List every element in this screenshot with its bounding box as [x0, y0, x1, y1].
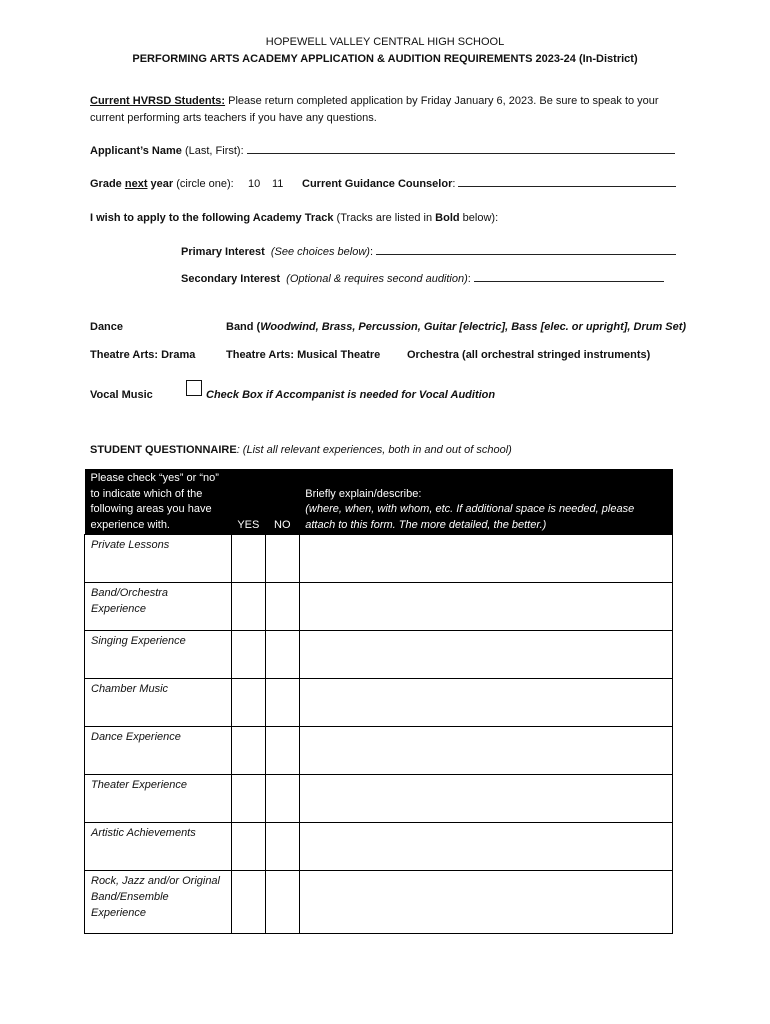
header-description: Briefly explain/describe: (where, when, with whom, etc. If additional space is needed, please attach to this form. The more detailed, the better.) — [299, 469, 672, 535]
grade-hint: (circle one): — [173, 178, 234, 190]
no-cell[interactable] — [265, 679, 299, 727]
description-cell[interactable] — [299, 823, 672, 871]
row-label: Rock, Jazz and/or Original Band/Ensemble Experience — [85, 871, 232, 934]
applicant-name-field[interactable] — [247, 152, 675, 154]
description-cell[interactable] — [299, 679, 672, 727]
description-cell[interactable] — [299, 631, 672, 679]
track-label: I wish to apply to the following Academy Track — [90, 212, 334, 224]
row-label: Theater Experience — [85, 775, 232, 823]
questionnaire-label: STUDENT QUESTIONNAIRE — [90, 444, 237, 456]
applicant-name-label: Applicant’s Name — [90, 145, 182, 157]
no-cell[interactable] — [265, 775, 299, 823]
counselor-field[interactable] — [458, 185, 676, 187]
no-cell[interactable] — [265, 583, 299, 631]
yes-cell[interactable] — [231, 583, 265, 631]
table-row — [85, 775, 673, 823]
primary-interest-row: Primary Interest (See choices below): — [181, 246, 676, 258]
primary-interest-label: Primary Interest — [181, 246, 265, 258]
row-label: Band/Orchestra Experience — [85, 583, 232, 631]
description-cell[interactable] — [299, 775, 672, 823]
no-cell[interactable] — [265, 535, 299, 583]
row-label: Singing Experience — [85, 631, 232, 679]
grade-option-10[interactable]: 10 — [248, 178, 261, 190]
no-cell[interactable] — [265, 631, 299, 679]
header-yes: YES — [231, 469, 265, 535]
intro-label: Current HVRSD Students: — [90, 95, 226, 107]
no-cell[interactable] — [265, 727, 299, 775]
table-row — [85, 679, 673, 727]
option-band: Band (Woodwind, Brass, Percussion, Guitar [electric], Bass [elec. or upright], Drum Set) — [226, 321, 687, 333]
option-dance: Dance — [90, 321, 124, 333]
intro-text-1: Please return completed application by Friday January 6, 2023. Be sure to speak to your — [225, 95, 659, 107]
table-row — [85, 583, 673, 631]
secondary-interest-label: Secondary Interest — [181, 273, 281, 285]
header-no: NO — [265, 469, 299, 535]
track-row: I wish to apply to the following Academy Track (Tracks are listed in Bold below): — [90, 212, 499, 224]
accompanist-label: Check Box if Accompanist is needed for Vocal Audition — [206, 389, 496, 401]
primary-interest-hint: (See choices below) — [270, 246, 370, 258]
description-cell[interactable] — [299, 535, 672, 583]
school-name: HOPEWELL VALLEY CENTRAL HIGH SCHOOL — [265, 36, 505, 48]
applicant-name-row — [90, 145, 675, 157]
yes-cell[interactable] — [231, 535, 265, 583]
yes-cell[interactable] — [231, 775, 265, 823]
description-cell[interactable] — [299, 727, 672, 775]
secondary-interest-hint: (Optional & requires second audition) — [286, 273, 468, 285]
applicant-name-hint: (Last, First): — [181, 145, 247, 157]
questionnaire-hint: : (List all relevant experiences, both in and out of school) — [236, 444, 512, 456]
intro-line-1 — [90, 95, 659, 107]
questionnaire-header-row — [85, 469, 673, 535]
row-label: Dance Experience — [85, 727, 232, 775]
description-cell[interactable] — [299, 871, 672, 934]
no-cell[interactable] — [265, 823, 299, 871]
yes-cell[interactable] — [231, 631, 265, 679]
table-row — [85, 631, 673, 679]
yes-cell[interactable] — [231, 679, 265, 727]
table-row — [85, 535, 673, 583]
row-label: Artistic Achievements — [85, 823, 232, 871]
grade-option-11[interactable]: 11 — [272, 178, 284, 190]
option-orchestra: Orchestra (all orchestral stringed instruments) — [407, 349, 651, 361]
intro-line-2: current performing arts teachers if you have any questions. — [90, 112, 377, 124]
row-label: Chamber Music — [85, 679, 232, 727]
no-cell[interactable] — [265, 871, 299, 934]
option-musical-theatre: Theatre Arts: Musical Theatre — [226, 349, 381, 361]
grade-row — [90, 178, 234, 190]
yes-cell[interactable] — [231, 823, 265, 871]
description-cell[interactable] — [299, 583, 672, 631]
grade-label: Grade next year — [90, 178, 174, 190]
counselor-row: Current Guidance Counselor: — [302, 178, 676, 190]
secondary-interest-field[interactable] — [474, 280, 664, 282]
accompanist-checkbox[interactable] — [186, 380, 202, 396]
header-experience-area: Please check “yes” or “no” to indicate which of the following areas you have experience with. — [85, 469, 232, 535]
questionnaire-title — [90, 444, 512, 456]
form-title: PERFORMING ARTS ACADEMY APPLICATION & AUDITION REQUIREMENTS 2023-24 (In-District) — [132, 53, 638, 65]
secondary-interest-row: Secondary Interest (Optional & requires second audition): — [181, 273, 664, 285]
yes-cell[interactable] — [231, 871, 265, 934]
yes-cell[interactable] — [231, 727, 265, 775]
table-row — [85, 823, 673, 871]
option-vocal-music: Vocal Music — [90, 389, 153, 401]
table-row — [85, 871, 673, 934]
option-drama: Theatre Arts: Drama — [90, 349, 196, 361]
counselor-label: Current Guidance Counselor — [302, 178, 453, 190]
primary-interest-field[interactable] — [376, 253, 676, 255]
table-row — [85, 727, 673, 775]
row-label: Private Lessons — [85, 535, 232, 583]
questionnaire-table — [84, 469, 673, 934]
